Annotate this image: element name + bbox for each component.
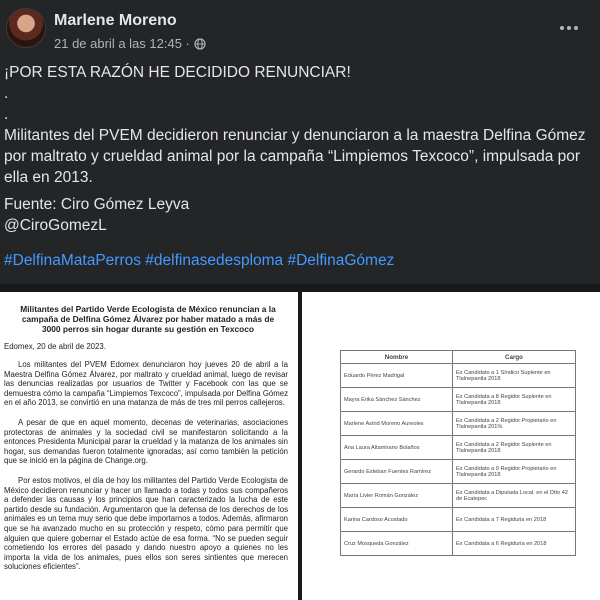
candidate-name: Marlene Astrid Moreno Aureoles bbox=[341, 412, 453, 436]
table-header-row bbox=[341, 351, 576, 364]
post-dot: . bbox=[4, 85, 9, 102]
post-timestamp[interactable]: 21 de abril a las 12:45 · bbox=[54, 36, 190, 51]
candidate-role: Ex Candidata a Diputada Local. en el Dtto 42 de Ecatepec bbox=[453, 484, 576, 508]
hashtag-link[interactable]: #DelfinaMataPerros bbox=[4, 252, 141, 269]
candidate-name: Eduardo Pérez Madrigal bbox=[341, 364, 453, 388]
post-images[interactable] bbox=[0, 284, 600, 600]
table-row bbox=[341, 364, 576, 388]
candidate-name: Ana Laura Altamirano Bolaños bbox=[341, 436, 453, 460]
table-row bbox=[341, 412, 576, 436]
candidate-name: Mayra Erika Sánchez Sánchez bbox=[341, 388, 453, 412]
document-date: Edomex, 20 de abril de 2023. bbox=[4, 342, 106, 351]
candidate-name: Karina Cardoso Acostado bbox=[341, 508, 453, 532]
candidate-role: Ex Candidata a 2 Regidor Propietario en Tlalnepantla 201% bbox=[453, 412, 576, 436]
candidate-role: Ex Candidata a 6 Regiduría en 2018 bbox=[453, 532, 576, 556]
table-row bbox=[341, 484, 576, 508]
column-header-name: Nombre bbox=[341, 351, 453, 364]
avatar[interactable] bbox=[6, 8, 46, 48]
candidates-table bbox=[340, 350, 576, 556]
candidates-table-image[interactable] bbox=[302, 292, 600, 600]
candidate-role: Ex Candidato a 9 Regidor Propietario en Tlalnepantla 2018 bbox=[453, 460, 576, 484]
globe-icon bbox=[194, 38, 206, 50]
candidate-role: Ex Candidata a 2 Regidor Suplente en Tlalnepantla 2018 bbox=[453, 436, 576, 460]
candidate-name: María Livier Román González bbox=[341, 484, 453, 508]
hashtag-list bbox=[4, 252, 394, 270]
candidate-role: Ex Candidata a 7 Regiduria en 2018 bbox=[453, 508, 576, 532]
post-dot: . bbox=[4, 106, 9, 123]
table-row bbox=[341, 460, 576, 484]
table-row bbox=[341, 388, 576, 412]
hashtag-link[interactable]: #delfinasedesploma bbox=[145, 252, 284, 269]
hashtag-link[interactable]: #DelfinaGómez bbox=[287, 252, 395, 269]
table-row bbox=[341, 436, 576, 460]
post-meta bbox=[54, 36, 206, 51]
post-headline: ¡POR ESTA RAZÓN HE DECIDIDO RENUNCIAR! bbox=[4, 64, 351, 81]
post-body bbox=[4, 62, 598, 236]
table-row bbox=[341, 532, 576, 556]
author-name[interactable]: Marlene Moreno bbox=[54, 12, 177, 29]
document-paragraph: Por estos motivos, el día de hoy los militantes del Partido Verde Ecologista de México decidieron renunciar y hacer un llamado a todas y todos sus compañeros a defender las causas y los principios que han caracterizado la lucha de este partido desde su fundación. Argumentaron que la defensa de los derechos de los animales es un tema muy serio que debe importarnos a todos. Además, afirmaron que se ha avanzado mucho en su protección y respeto, cómo para permitir que alguien que quiere gobernar el Estado actúe de esa forma. “No se pueden seguir cometiendo los errores del pasado y dando nuestro apoyo a quienes no les importa la vida de los animales, pues ellos son seres sintientes que merecen soluciones eficientes”. bbox=[4, 475, 288, 572]
document-paragraph: A pesar de que en aquel momento, decenas de veterinarias, asociaciones protectoras de animales y la sociedad civil se manifestaron solicitando a la entonces Presidenta Municipal parar la crueldad y la matanza de los animales sin hogar, sus demandas fueron totalmente ignoradas; así como también la petición que se inició en la página de Change.org. bbox=[4, 417, 288, 466]
candidate-role: Ex Candidata a 8 Regidor Suplente en Tlalnepantla 2018 bbox=[453, 388, 576, 412]
post-handle: @CiroGomezL bbox=[4, 217, 107, 234]
more-options-icon[interactable] bbox=[560, 22, 586, 34]
column-header-role: Cargo bbox=[453, 351, 576, 364]
post-header bbox=[0, 0, 600, 60]
post-source: Fuente: Ciro Gómez Leyva bbox=[4, 196, 190, 213]
document-title: Militantes del Partido Verde Ecologista de México renuncian a la campaña de Delfina Gómez Álvarez por haber matado a más de 3000 perros sin hogar durante su gestión en Texcoco bbox=[20, 304, 276, 334]
press-release-image[interactable] bbox=[0, 292, 298, 600]
document-paragraph: Los militantes del PVEM Edomex denunciaron hoy jueves 20 de abril a la Maestra Delfina Gómez Álvarez, por maltrato y crueldad animal, luego de revisar las denuncias realizadas por usuarios de Twitter y Facebook con las que se demuestra cómo la campaña “Limpiemos Texcoco”, impulsada por Delfina Gómez en el año 2013, se convirtió en una matanza de más de tres mil perros callejeros. bbox=[4, 360, 288, 408]
table-row bbox=[341, 508, 576, 532]
post-paragraph: Militantes del PVEM decidieron renunciar y denunciaron a la maestra Delfina Gómez por maltrato y crueldad animal por la campaña “Limpiemos Texcoco”, impulsada por ella en 2013. bbox=[4, 127, 590, 186]
candidate-name: Cruz Mosqueda González bbox=[341, 532, 453, 556]
candidate-name: Gerardo Esteban Fuentes Ramírez bbox=[341, 460, 453, 484]
candidate-role: Ex Candidato a 1 Síndico Suplente en Tlalnepantla 2018 bbox=[453, 364, 576, 388]
